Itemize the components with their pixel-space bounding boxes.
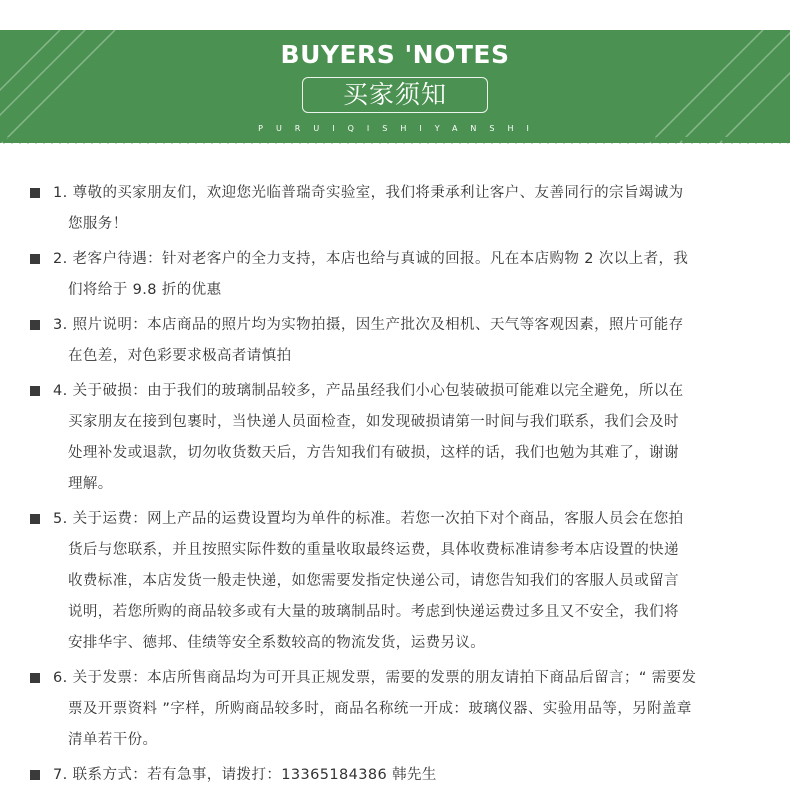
bullet-square-icon: [30, 673, 40, 683]
bullet-square-icon: [30, 770, 40, 780]
note-line: 5. 关于运费：网上产品的运费设置均为单件的标准。若您一次拍下对个商品，客服人员会在您拍: [53, 511, 684, 527]
subtitle-pinyin: PURUIQISHIYANSHI: [258, 124, 542, 133]
note-line: 说明，若您所购的商品较多或有大量的玻璃制品时。考虑到快递运费过多且又不安全，我们将: [68, 604, 679, 620]
note-line: 货后与您联系，并且按照实际件数的重量收取最终运费，具体收费标准请参考本店设置的快递: [68, 542, 679, 558]
note-line: 3. 照片说明：本店商品的照片均为实物拍摄，因生产批次及相机、天气等客观因素，照片可能存: [53, 317, 684, 333]
bullet-square-icon: [30, 254, 40, 264]
note-line: 票及开票资料 ”字样，所购商品较多时，商品名称统一开成：玻璃仪器、实验用品等，另附盖章: [68, 701, 692, 717]
note-line: 们将给于 9.8 折的优惠: [68, 282, 222, 298]
bullet-square-icon: [30, 514, 40, 524]
bullet-square-icon: [30, 386, 40, 396]
note-line: 2. 老客户待遇：针对老客户的全力支持，本店也给与真诚的回报。凡在本店购物 2 次以上者，我: [53, 251, 689, 267]
note-line: 您服务！: [68, 216, 128, 232]
note-line: 处理补发或退款，切勿收货数天后，方告知我们有破损，这样的话，我们也勉为其难了，谢谢: [68, 445, 679, 461]
bullet-square-icon: [30, 320, 40, 330]
header-banner: [0, 30, 790, 143]
zigzag-border: [0, 137, 790, 149]
note-line: 6. 关于发票：本店所售商品均为可开具正规发票，需要的发票的朋友请拍下商品后留言；“ 需要发: [53, 670, 697, 686]
note-line: 清单若干份。: [68, 732, 158, 748]
note-line: 1. 尊敬的买家朋友们，欢迎您光临普瑞奇实验室，我们将秉承利让客户、友善同行的宗旨竭诚为: [53, 185, 684, 201]
bullet-square-icon: [30, 188, 40, 198]
title-chinese: 买家须知: [302, 77, 488, 113]
note-line: 在色差，对色彩要求极高者请慎拍: [68, 348, 292, 364]
note-line: 买家朋友在接到包裹时，当快递人员面检查，如发现破损请第一时间与我们联系，我们会及时: [68, 414, 679, 430]
note-line: 理解。: [68, 476, 113, 492]
note-line: 4. 关于破损：由于我们的玻璃制品较多，产品虽经我们小心包装破损可能难以完全避免，所以在: [53, 383, 684, 399]
title-english: BUYERS 'NOTES: [280, 40, 510, 69]
note-line: 安排华宇、德邦、佳绩等安全系数较高的物流发货，运费另议。: [68, 635, 486, 651]
note-line: 收费标准，本店发货一般走快递，如您需要发指定快递公司，请您告知我们的客服人员或留言: [68, 573, 679, 589]
note-line: 7. 联系方式：若有急事，请拨打：13365184386 韩先生: [53, 767, 437, 783]
